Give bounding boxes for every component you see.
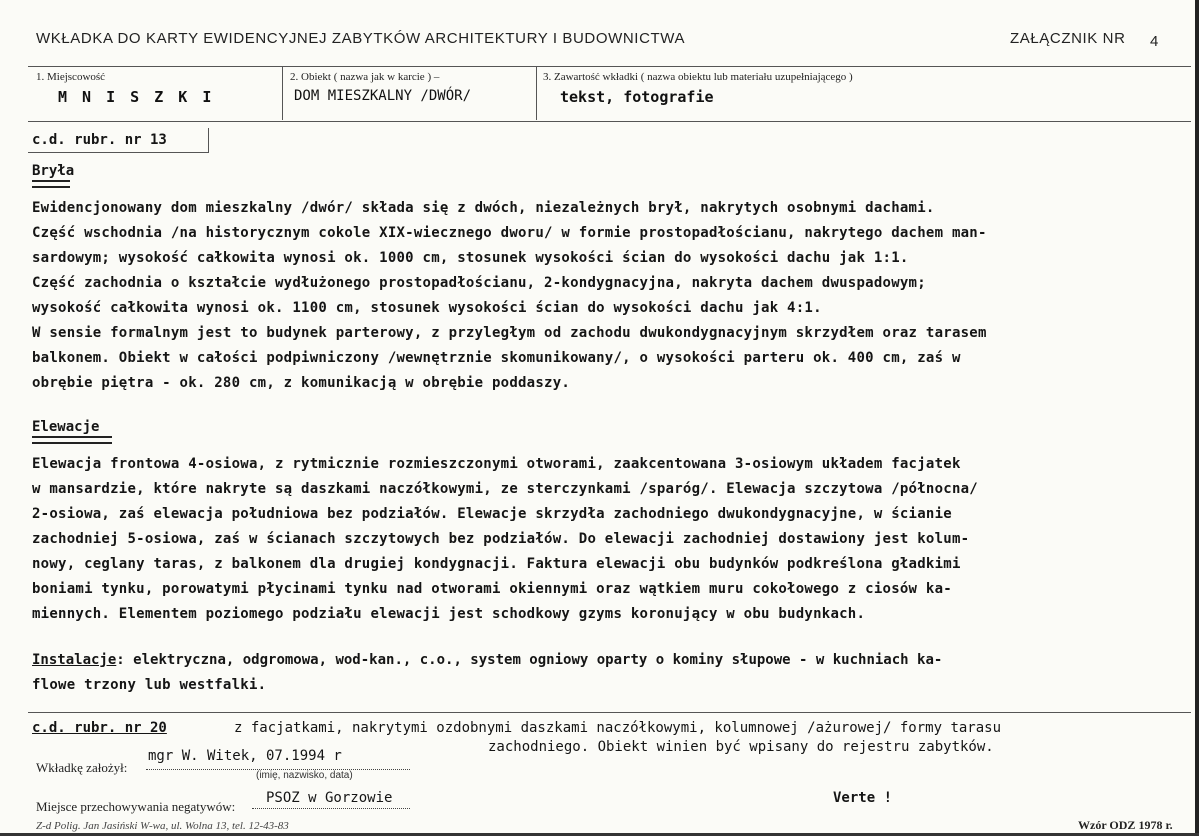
field-1-label: 1. Miejscowość xyxy=(36,71,106,83)
field-separator-2 xyxy=(536,66,537,120)
elewacje-line: w mansardzie, które nakryte są daszkami naczółkowymi, ze sterczynkami /sparóg/. Elewacja szczytowa /północna/ xyxy=(32,481,978,497)
continuation2-header: c.d. rubr. nr 20 xyxy=(32,720,167,736)
field-3-label: 3. Zawartość wkładki ( nazwa obiektu lub materiału uzupełniającego ) xyxy=(543,71,853,83)
storage-value: PSOZ w Gorzowie xyxy=(266,790,393,806)
bryla-line: Część wschodnia /na historycznym cokole XIX-wiecznego dworu/ w formie prostopadłościanu, nakrytego dachem man- xyxy=(32,225,987,241)
field-3-value: tekst, fotografie xyxy=(560,88,714,106)
field-separator-1 xyxy=(282,66,283,120)
field-1-value: M N I S Z K I xyxy=(58,88,215,106)
field-2-value: DOM MIESZKALNY /DWÓR/ xyxy=(294,88,472,104)
bryla-line: wysokość całkowita wynosi ok. 1100 cm, stosunek wysokości ścian do wysokości dachu jak 4:1. xyxy=(32,300,822,316)
bryla-line: balkonem. Obiekt w całości podpiwniczony /wewnętrznie skomunikowany/, o wysokości parteru ok. 400 cm, zaś w xyxy=(32,350,961,366)
elewacje-line: 2-osiowa, zaś elewacja południowa bez podziałów. Elewacje skrzydła zachodniego dwukondygnacyjne, w ścianie xyxy=(32,506,952,522)
annex-number: 4 xyxy=(1150,33,1159,50)
bryla-heading-underline xyxy=(32,180,70,188)
form-title: WKŁADKA DO KARTY EWIDENCYJNEJ ZABYTKÓW ARCHITEKTURY I BUDOWNICTWA xyxy=(36,30,686,47)
elewacje-heading: Elewacje xyxy=(32,419,100,435)
bryla-line: obrębie piętra - ok. 280 cm, z komunikacją w obrębie poddaszy. xyxy=(32,375,571,391)
continuation-header: c.d. rubr. nr 13 xyxy=(32,132,167,148)
field-2-label: 2. Obiekt ( nazwa jak w karcie ) – xyxy=(290,71,440,83)
elewacje-line: Elewacja frontowa 4-osiowa, z rytmicznie rozmieszczonymi otworami, zaakcentowana 3-osiowym układem facjatek xyxy=(32,456,961,472)
bryla-line: W sensie formalnym jest to budynek parterowy, z przyległym od zachodu dwukondygnacyjnym skrzydłem oraz tarasem xyxy=(32,325,987,341)
printer-info: Z-d Polig. Jan Jasiński W-wa, ul. Wolna 13, tel. 12-43-83 xyxy=(36,820,289,832)
bryla-line: sardowym; wysokość całkowita wynosi ok. 1000 cm, stosunek wysokości ścian do wysokości dachu jak 1:1. xyxy=(32,250,909,266)
page-edge-right xyxy=(1195,0,1199,836)
author-label: Wkładkę założył: xyxy=(36,760,128,775)
instalacje-row xyxy=(32,652,942,668)
elewacje-line: zachodniej 5-osiowa, zaś w ścianach szczytowych bez podziałów. Do elewacji zachodniej dostawiony jest kolum- xyxy=(32,531,970,547)
elewacje-heading-underline xyxy=(32,436,112,444)
continuation-rule-vertical xyxy=(208,128,209,153)
bryla-line: Ewidencjonowany dom mieszkalny /dwór/ składa się z dwóch, niezależnych brył, nakrytych osobnymi dachami. xyxy=(32,200,935,216)
verte-note: Verte ! xyxy=(833,790,893,806)
storage-dotted-line xyxy=(252,808,410,809)
instalacje-line: flowe trzony lub westfalki. xyxy=(32,677,267,693)
bryla-line: Część zachodnia o kształcie wydłużonego prostopadłościanu, 2-kondygnacyjna, nakryta dachem dwuspadowym; xyxy=(32,275,926,291)
instalacje-text: : elektryczna, odgromowa, wod-kan., c.o., system ogniowy oparty o kominy słupowe - w kuchniach ka- xyxy=(116,652,943,668)
elewacje-line: miennych. Elementem poziomego podziału elewacji jest schodkowy gzyms koronujący w obu budynkach. xyxy=(32,606,866,622)
author-note: (imię, nazwisko, data) xyxy=(256,770,353,781)
author-value: mgr W. Witek, 07.1994 r xyxy=(148,748,342,764)
annex-label: ZAŁĄCZNIK NR xyxy=(1010,30,1126,47)
instalacje-heading: Instalacje xyxy=(32,652,117,668)
continuation2-line-2: zachodniego. Obiekt winien być wpisany do rejestru zabytków. xyxy=(488,739,994,755)
continuation-rule xyxy=(28,152,208,153)
form-code: Wzór ODZ 1978 r. xyxy=(1078,818,1173,832)
elewacje-line: nowy, ceglany taras, z balkonem dla drugiej kondygnacji. Faktura elewacji obu budynków podkreślona gładkimi xyxy=(32,556,961,572)
bryla-heading: Bryła xyxy=(32,163,75,179)
continuation2-line-1: z facjatkami, nakrytymi ozdobnymi daszkami naczółkowymi, kolumnowej /ażurowej/ formy tarasu xyxy=(234,720,1002,736)
storage-label: Miejsce przechowywania negatywów: xyxy=(36,799,236,814)
elewacje-line: boniami tynku, porowatymi płycinami tynku nad otworami okiennymi oraz wątkiem muru cokołowego z ciosów ka- xyxy=(32,581,952,597)
divider-line xyxy=(28,712,1191,713)
